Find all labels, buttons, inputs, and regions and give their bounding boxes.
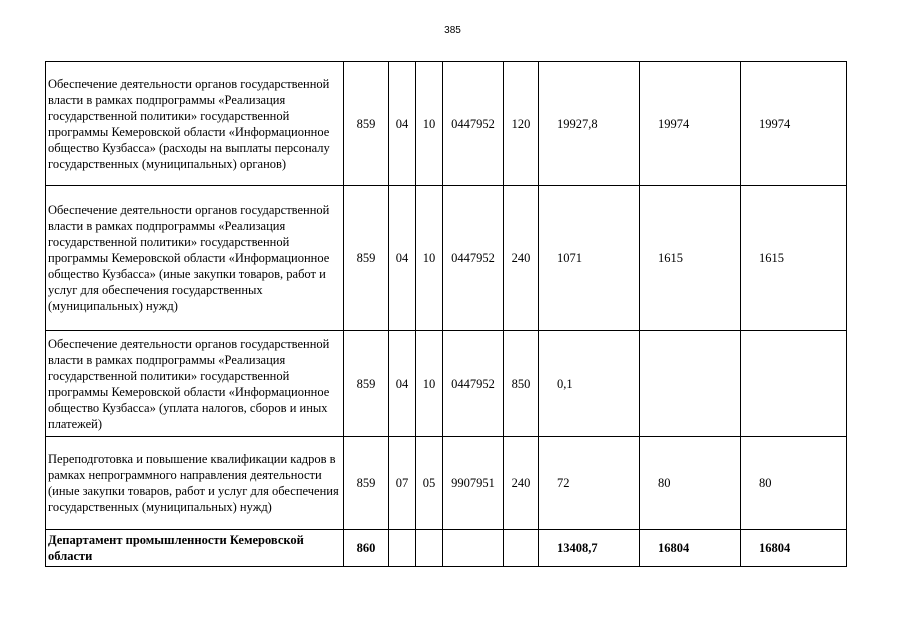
section-code: 07	[389, 437, 416, 530]
expense-type-code: 240	[504, 186, 539, 331]
row-description: Переподготовка и повышение квалификации кадров в рамках непрограммного направления деятельности (иные закупки товаров, работ и услуг для обеспечения государственных (муниципальных) нужд)	[46, 437, 344, 530]
amount-year-2: 19974	[640, 62, 741, 186]
ministry-code: 860	[344, 530, 389, 567]
section-code: 04	[389, 331, 416, 437]
expense-type-code	[504, 530, 539, 567]
ministry-code: 859	[344, 62, 389, 186]
table-row	[46, 186, 847, 331]
target-article-code: 0447952	[443, 331, 504, 437]
amount-year-1: 0,1	[539, 331, 640, 437]
table-row	[46, 437, 847, 530]
amount-year-2	[640, 331, 741, 437]
subsection-code: 10	[416, 62, 443, 186]
subsection-code: 10	[416, 186, 443, 331]
target-article-code: 9907951	[443, 437, 504, 530]
amount-year-3: 16804	[741, 530, 847, 567]
target-article-code: 0447952	[443, 62, 504, 186]
table-row	[46, 331, 847, 437]
amount-year-2: 16804	[640, 530, 741, 567]
target-article-code	[443, 530, 504, 567]
ministry-code: 859	[344, 437, 389, 530]
amount-year-1: 72	[539, 437, 640, 530]
amount-year-3	[741, 331, 847, 437]
page-number: 385	[444, 25, 461, 36]
row-description: Обеспечение деятельности органов государственной власти в рамках подпрограммы «Реализация государственной политики» государственной программы Кемеровской области «Информационное общество Кузбасса» (иные закупки товаров, работ и услуг для обеспечения государственных (муниципальных) нужд)	[46, 186, 344, 331]
section-code: 04	[389, 186, 416, 331]
amount-year-1: 13408,7	[539, 530, 640, 567]
expense-type-code: 120	[504, 62, 539, 186]
subsection-code: 10	[416, 331, 443, 437]
expense-type-code: 850	[504, 331, 539, 437]
section-code: 04	[389, 62, 416, 186]
row-description: Обеспечение деятельности органов государственной власти в рамках подпрограммы «Реализация государственной политики» государственной программы Кемеровской области «Информационное общество Кузбасса» (уплата налогов, сборов и иных платежей)	[46, 331, 344, 437]
amount-year-2: 1615	[640, 186, 741, 331]
amount-year-3: 80	[741, 437, 847, 530]
amount-year-1: 19927,8	[539, 62, 640, 186]
subsection-code	[416, 530, 443, 567]
ministry-code: 859	[344, 186, 389, 331]
amount-year-2: 80	[640, 437, 741, 530]
department-title: Департамент промышленности Кемеровской области	[46, 530, 344, 567]
row-description: Обеспечение деятельности органов государственной власти в рамках подпрограммы «Реализация государственной политики» государственной программы Кемеровской области «Информационное общество Кузбасса» (расходы на выплаты персоналу государственных (муниципальных) органов)	[46, 62, 344, 186]
amount-year-3: 1615	[741, 186, 847, 331]
expense-type-code: 240	[504, 437, 539, 530]
target-article-code: 0447952	[443, 186, 504, 331]
subsection-code: 05	[416, 437, 443, 530]
total-row	[46, 530, 847, 567]
table-row	[46, 62, 847, 186]
ministry-code: 859	[344, 331, 389, 437]
section-code	[389, 530, 416, 567]
budget-table	[45, 61, 847, 567]
amount-year-3: 19974	[741, 62, 847, 186]
amount-year-1: 1071	[539, 186, 640, 331]
